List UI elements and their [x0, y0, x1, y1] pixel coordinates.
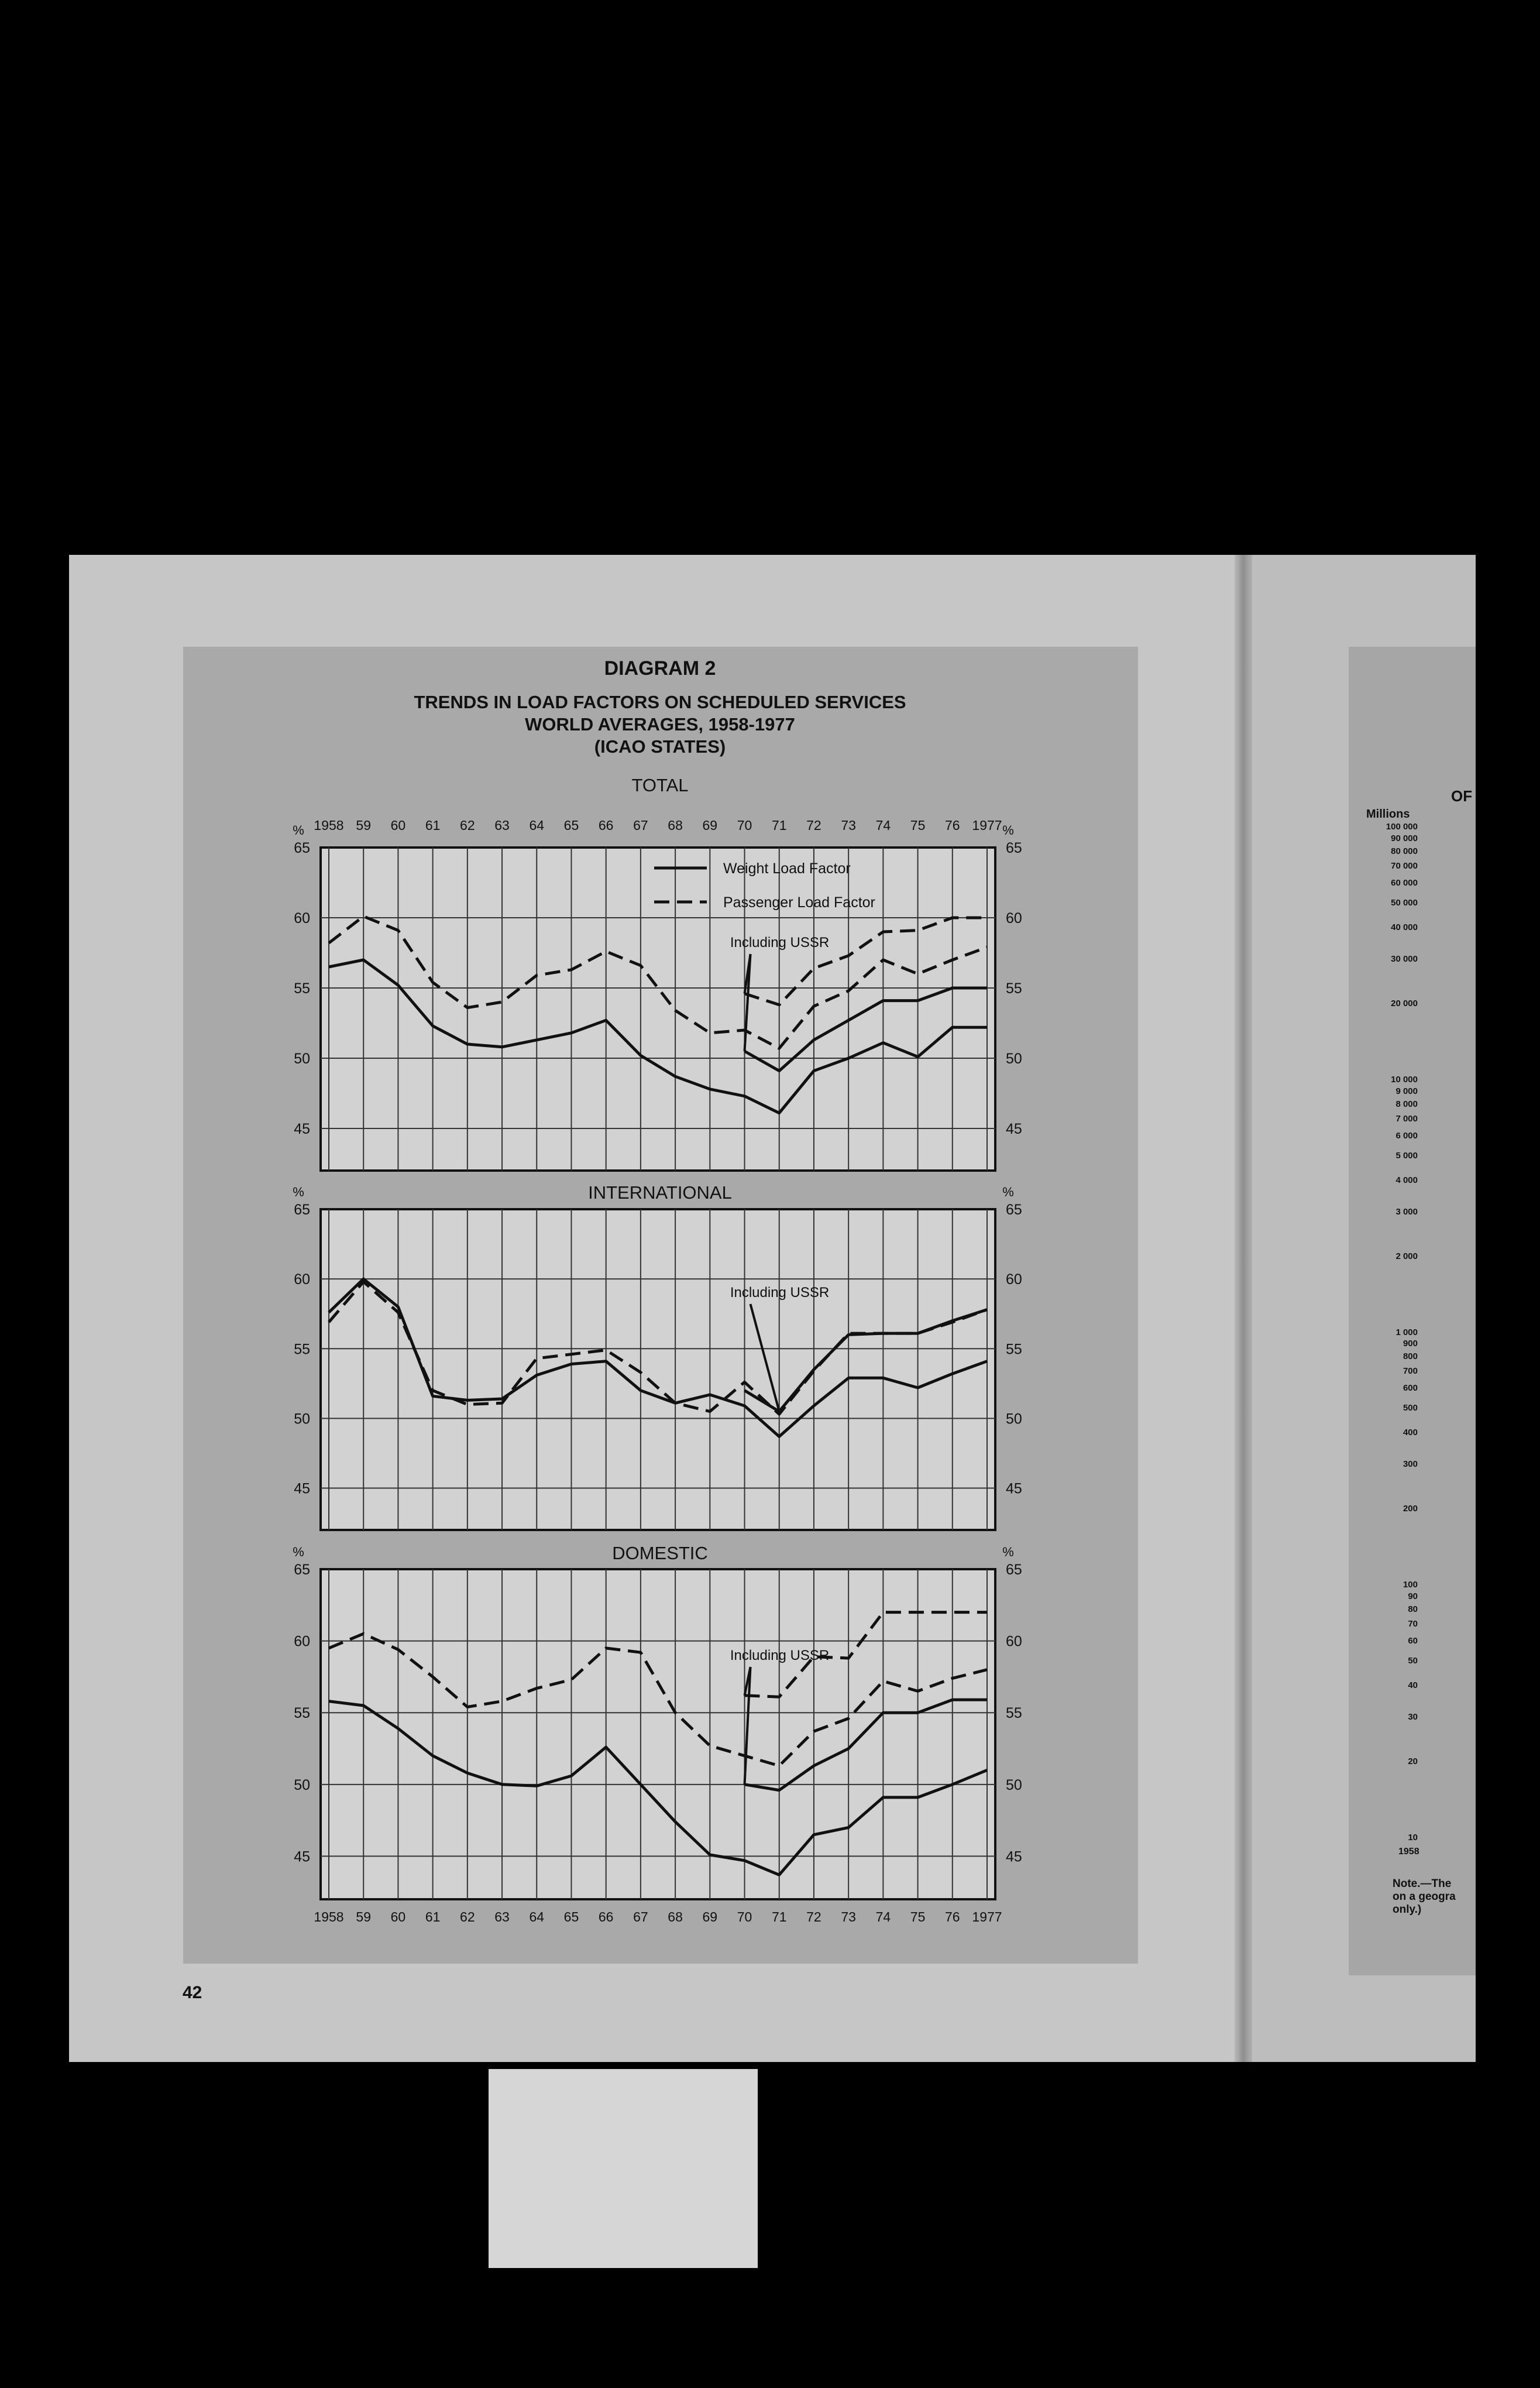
right-axis-tick-label: 5 000 — [1395, 1150, 1418, 1161]
right-note-line3: only.) — [1393, 1903, 1422, 1916]
y-tick-label-left: 45 — [294, 1480, 310, 1497]
right-axis-tick-label: 3 000 — [1395, 1206, 1418, 1217]
charts-group — [293, 775, 1022, 1924]
x-tick-label-bottom: 63 — [494, 1909, 510, 1924]
x-tick-label-bottom: 75 — [910, 1909, 926, 1924]
x-tick-label-bottom: 67 — [633, 1909, 648, 1924]
y-unit-right: % — [1002, 1185, 1014, 1199]
right-axis-tick-label: 1 000 — [1395, 1327, 1418, 1337]
x-tick-label-top: 68 — [668, 818, 683, 833]
legend-passenger-label: Passenger Load Factor — [723, 894, 875, 911]
legend-weight-label: Weight Load Factor — [723, 860, 851, 877]
x-tick-label-bottom: 68 — [668, 1909, 683, 1924]
right-note-line2: on a geogra — [1393, 1890, 1456, 1903]
y-tick-label-right: 45 — [1006, 1480, 1022, 1497]
chart-title-2: DOMESTIC — [612, 1543, 708, 1563]
y-unit-left: % — [293, 1185, 304, 1199]
right-axis-tick-label: 60 — [1408, 1636, 1418, 1646]
y-tick-label-right: 60 — [1006, 910, 1022, 927]
y-tick-label-right: 55 — [1006, 1705, 1022, 1722]
right-axis-tick-label: 90 000 — [1391, 833, 1418, 843]
y-tick-label-left: 45 — [294, 1121, 310, 1137]
y-tick-label-right: 65 — [1006, 1202, 1022, 1218]
y-tick-label-right: 60 — [1006, 1633, 1022, 1650]
right-axis-tick-label: 50 — [1408, 1656, 1418, 1666]
y-unit-right: % — [1002, 823, 1014, 838]
right-axis-tick-label: 20 000 — [1391, 998, 1418, 1008]
x-tick-label-top: 67 — [633, 818, 648, 833]
x-tick-label-bottom: 73 — [841, 1909, 856, 1924]
chart-title-0: TOTAL — [631, 775, 689, 795]
right-axis-tick-label: 90 — [1408, 1591, 1418, 1601]
y-tick-label-left: 55 — [294, 980, 310, 997]
x-tick-label-bottom: 1977 — [972, 1909, 1002, 1924]
x-tick-label-top: 75 — [910, 818, 926, 833]
y-tick-label-left: 45 — [294, 1848, 310, 1865]
x-tick-label-bottom: 66 — [598, 1909, 614, 1924]
x-tick-label-top: 69 — [702, 818, 718, 833]
x-tick-label-bottom: 62 — [460, 1909, 475, 1924]
right-axis-tick-label: 40 — [1408, 1680, 1418, 1691]
annotation-including-ussr: Including USSR — [730, 1648, 830, 1663]
y-tick-label-left: 55 — [294, 1705, 310, 1722]
y-tick-label-right: 65 — [1006, 840, 1022, 856]
right-axis-unit: Millions — [1366, 808, 1410, 821]
right-axis-tick-label: 6 000 — [1395, 1130, 1418, 1141]
right-year-start: 1958 — [1398, 1847, 1419, 1857]
x-tick-label-top: 65 — [563, 818, 579, 833]
right-axis-tick-label: 800 — [1402, 1351, 1418, 1362]
y-tick-label-left: 65 — [294, 1562, 310, 1578]
y-tick-label-left: 60 — [294, 1271, 310, 1288]
right-axis-tick-label: 200 — [1402, 1504, 1418, 1514]
right-axis-tick-label: 10 000 — [1391, 1074, 1418, 1085]
plot-area-0 — [321, 848, 995, 1171]
x-tick-label-bottom: 71 — [771, 1909, 787, 1924]
y-tick-label-right: 65 — [1006, 1562, 1022, 1578]
chart-title-1: INTERNATIONAL — [588, 1182, 732, 1203]
y-tick-label-right: 45 — [1006, 1848, 1022, 1865]
annotation-including-ussr: Including USSR — [730, 1285, 830, 1301]
x-tick-label-bottom: 61 — [425, 1909, 441, 1924]
x-tick-label-bottom: 74 — [875, 1909, 891, 1924]
right-note-line1: Note.—The — [1393, 1878, 1452, 1890]
x-tick-label-top: 63 — [494, 818, 510, 833]
right-axis-tick-label: 70 — [1408, 1619, 1418, 1629]
y-tick-label-left: 60 — [294, 910, 310, 927]
x-tick-label-bottom: 76 — [944, 1909, 960, 1924]
x-tick-label-top: 72 — [806, 818, 821, 833]
right-axis-tick-label: 8 000 — [1395, 1099, 1418, 1109]
page-number: 42 — [183, 1983, 202, 2002]
x-tick-label-bottom: 60 — [390, 1909, 406, 1924]
x-tick-label-bottom: 69 — [702, 1909, 718, 1924]
right-axis-tick-label: 300 — [1402, 1459, 1418, 1470]
y-unit-left: % — [293, 823, 304, 838]
right-axis-tick-label: 80 — [1408, 1604, 1418, 1615]
diagram-title-line1: TRENDS IN LOAD FACTORS ON SCHEDULED SERVICES — [414, 692, 906, 712]
x-tick-label-top: 76 — [944, 818, 960, 833]
y-tick-label-left: 50 — [294, 1411, 310, 1428]
right-axis-tick-label: 10 — [1408, 1833, 1418, 1843]
right-axis-tick-label: 30 — [1408, 1712, 1418, 1722]
right-axis-tick-label: 50 000 — [1391, 897, 1418, 908]
right-axis-tick-label: 100 000 — [1386, 822, 1418, 832]
diagram-title-line3: (ICAO STATES) — [594, 736, 726, 757]
x-tick-label-top: 64 — [529, 818, 545, 833]
y-tick-label-left: 55 — [294, 1341, 310, 1358]
right-axis-tick-label: 500 — [1402, 1403, 1418, 1413]
x-tick-label-bottom: 59 — [356, 1909, 372, 1924]
y-tick-label-right: 55 — [1006, 980, 1022, 997]
y-tick-label-right: 55 — [1006, 1341, 1022, 1358]
x-tick-label-bottom: 1958 — [314, 1909, 344, 1924]
x-tick-label-top: 73 — [841, 818, 856, 833]
plot-area-2 — [321, 1569, 995, 1899]
right-axis-tick-label: 20 — [1408, 1756, 1418, 1767]
y-tick-label-left: 50 — [294, 1776, 310, 1793]
x-tick-label-top: 70 — [737, 818, 752, 833]
right-axis-tick-label: 7 000 — [1395, 1113, 1418, 1124]
y-tick-label-right: 60 — [1006, 1271, 1022, 1288]
diagram-label: DIAGRAM 2 — [604, 657, 716, 680]
y-unit-left: % — [293, 1545, 304, 1559]
y-tick-label-left: 65 — [294, 1202, 310, 1218]
y-tick-label-left: 65 — [294, 840, 310, 856]
right-axis-tick-label: 600 — [1402, 1383, 1418, 1394]
right-heading-fragment: OF — [1451, 787, 1473, 805]
y-unit-right: % — [1002, 1545, 1014, 1559]
x-tick-label-top: 1958 — [314, 818, 344, 833]
x-tick-label-top: 62 — [460, 818, 475, 833]
x-tick-label-top: 1977 — [972, 818, 1002, 833]
x-tick-label-bottom: 64 — [529, 1909, 545, 1924]
right-axis-tick-label: 400 — [1402, 1428, 1418, 1438]
x-tick-label-top: 59 — [356, 818, 372, 833]
right-axis-tick-label: 700 — [1402, 1366, 1418, 1377]
right-axis-tick-label: 40 000 — [1391, 922, 1418, 932]
right-axis-tick-label: 70 000 — [1391, 860, 1418, 871]
right-axis-tick-label: 2 000 — [1395, 1251, 1418, 1261]
x-tick-label-top: 66 — [598, 818, 614, 833]
x-tick-label-top: 61 — [425, 818, 441, 833]
right-axis-tick-label: 60 000 — [1391, 877, 1418, 888]
annotation-including-ussr: Including USSR — [730, 935, 830, 951]
x-tick-label-top: 71 — [771, 818, 787, 833]
diagram-title-line2: WORLD AVERAGES, 1958-1977 — [525, 714, 795, 735]
x-tick-label-bottom: 72 — [806, 1909, 821, 1924]
y-tick-label-right: 45 — [1006, 1121, 1022, 1137]
y-tick-label-right: 50 — [1006, 1051, 1022, 1067]
right-axis-tick-label: 9 000 — [1395, 1086, 1418, 1096]
y-tick-label-left: 50 — [294, 1051, 310, 1067]
x-tick-label-top: 60 — [390, 818, 406, 833]
y-tick-label-right: 50 — [1006, 1776, 1022, 1793]
right-axis-tick-label: 80 000 — [1391, 846, 1418, 856]
y-tick-label-left: 60 — [294, 1633, 310, 1650]
right-axis-tick-label: 30 000 — [1391, 953, 1418, 964]
x-tick-label-top: 74 — [875, 818, 891, 833]
right-axis-tick-label: 100 — [1402, 1580, 1418, 1590]
x-tick-label-bottom: 70 — [737, 1909, 752, 1924]
y-tick-label-right: 50 — [1006, 1411, 1022, 1428]
right-axis-tick-label: 900 — [1402, 1339, 1418, 1349]
x-tick-label-bottom: 65 — [563, 1909, 579, 1924]
right-axis-tick-label: 4 000 — [1395, 1175, 1418, 1185]
